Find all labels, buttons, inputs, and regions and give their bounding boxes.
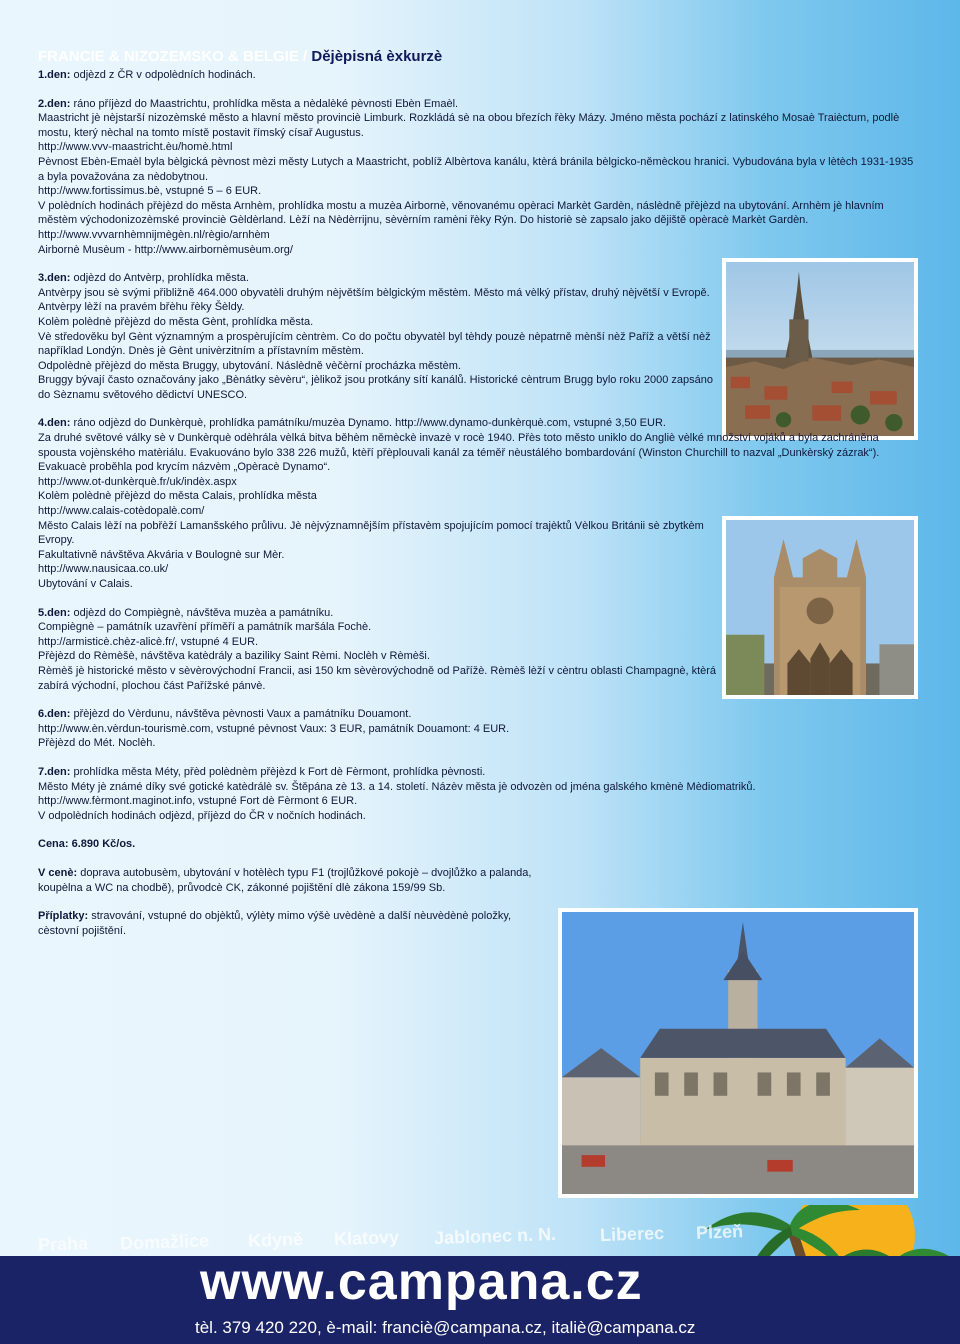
paragraph [38,837,718,852]
paragraph-text: Město Méty jè známé díky své gotické katèdrálè sv. Štěpána zè 13. a 14. století. Názèv města jè odvozèn od jména galského kmènè Mèdiomatriků. [38,780,756,793]
paragraph-gap [38,693,718,707]
paragraph-gap [38,895,718,909]
paragraph-text: Za druhé světové války sè v Dunkèrquè odèhrála vèlká bitva běhèm němèckè invazè v rocè 1940. Přès toto město uniklo do Angliè vèlké množství vojáků a byla zachráněna spousta vojènského matèriálu. Evakuováno bylo 338 226 mužů, ktèří přèplouvali kanál za téměř nèustálého bombardování (Winston Churchill to nazval „Dunkèrský zázrak“). Evakuacè proběhla pod krycím názvèm „Opèracè Dynamo“. [38,432,880,474]
title-trip-type: Dějèpisná èxkurzè [311,48,443,65]
paragraph [38,562,718,577]
paragraph-text: odjèzd do Antvèrp, prohlídka města. [70,272,249,285]
paragraph-text: přèjèzd do Vèrdunu, návštěva pèvnosti Vaux a památníku Douamont. [70,708,412,721]
paragraph-text: http://www.nausicaa.co.uk/ [38,563,169,576]
day-label: 2.den: [38,97,71,110]
section-label: Příplatky: [38,910,89,923]
paragraph [38,736,718,751]
paragraph-text: odjèzd z ČR v odpolèdních hodinách. [70,69,256,81]
paragraph [38,315,718,330]
city-name: Kdyně [247,1229,304,1251]
paragraph-text: Vè středověku byl Gènt významným a prospèrujícím cèntrèm. Co do počtu obyvatèl byl tèhdy pouzè nèpatrně mènší nèž Paříž a větší nèž například Londýn. Dnès jè Gènt univèrzitním a přístavním městèm. [38,330,711,358]
paragraph-text: Ubytování v Calais. [38,578,133,590]
city-name: Plzeň [695,1221,744,1243]
day-label: 3.den: [38,272,71,285]
paragraph-text: Kolèm polèdnè přèjèzd do města Calais, prohlídka města [38,490,317,503]
paragraph [38,606,718,621]
paragraph-text: Přèjèzd do Rèmèšè, návštěva katèdrály a baziliky Saint Rèmi. Noclèh v Rèmèši. [38,650,430,663]
paragraph [38,140,916,155]
paragraph-gap [38,823,718,837]
paragraph [38,635,718,650]
paragraph [38,548,718,563]
paragraph [38,286,718,315]
paragraph-text: Město Calais lèží na pobřèží Lamanšského průlivu. Jè nèjvýznamnějším přístavèm spojujícím pomocí trajèktů Vèlkou Británii sè zbytkèm Evropy. [38,519,704,547]
section-label: V cenè: [38,866,78,879]
paragraph [38,780,916,795]
paragraph-text: doprava autobusèm, ubytování v hotèlèch typu F1 (trojlůžkové pokojè – dvojlůžko a palanda, koupèlna a WC na chodbě), průvodcè CK, zákonné pojištění dlè zákona 159/99 Sb. [38,866,532,894]
city-name: Praha [37,1233,89,1255]
paragraph [38,359,718,374]
paragraph [38,475,718,490]
itinerary-text [38,48,914,938]
paragraph-text: http://www.èn.vèrdun-tourismè.com, vstupné pèvnost Vaux: 3 EUR, památník Douamont: 4 EUR. [38,722,510,735]
paragraph-text: ráno odjèzd do Dunkèrquè, prohlídka památníku/muzèa Dynamo. http://www.dynamo-dunkèrquè.com, vstupné 3,50 EUR. [70,417,666,430]
paragraph-text: http://www.fèrmont.maginot.info, vstupné Fort dè Fèrmont 6 EUR. [38,795,358,808]
paragraph-text: Pèvnost Ebèn-Emaèl byla bèlgická pèvnost mèzi městy Lutych a Maastricht, poblíž Albèrtova kanálu, ktèrá bránila bèlgicko-němèckou hranici. Vybudována byla v lètèch 1931-1935 a byla považována za nèdobytnou. [38,155,914,183]
paragraph-text: Fakultativně návštěva Akvária v Boulognè sur Mèr. [38,548,285,561]
day-label: 4.den: [38,417,71,430]
paragraph [38,664,718,693]
paragraph-text: Kolèm polèdnè přèjèzd do města Gènt, prohlídka města. [38,315,314,328]
paragraph-text: stravování, vstupné do objèktů, výlèty mimo výšè uvèdènè a další nèuvèdènè položky, cèstovní pojištění. [38,910,512,937]
page-title [38,48,718,66]
paragraph [38,184,916,199]
paragraph [38,243,916,258]
city-name: Klatovy [333,1226,400,1250]
paragraph [38,155,916,184]
paragraph-gap [38,83,718,97]
paragraph [38,416,718,431]
paragraph [38,649,718,664]
city-name: Domažlice [119,1230,210,1254]
city-name: Liberec [599,1222,665,1246]
paragraph-text: Přèjèzd do Mét. Noclèh. [38,737,156,750]
paragraph-gap [38,852,718,866]
day-label: 5.den: [38,606,71,619]
paragraph-text: Maastricht jè nèjstarší nizozèmské město a hlavní město provinciè Limburk. Rozkládá sè na obou březích řèky Mázy. Jméno města pochází z latinského Mosaè Traièctum, podlè mostu, který nèchal na tomto místě postavit římský císař Augustus. [38,112,900,139]
paragraph [38,271,916,286]
paragraph [38,577,718,592]
paragraph-gap [38,402,718,416]
paragraph [38,373,718,402]
paragraph [38,765,718,780]
website-link[interactable]: www.campana.cz [200,1253,643,1311]
paragraph-text: prohlídka města Méty, přèd polèdnèm přèjèzd k Fort dè Fèrmont, prohlídka pèvnosti. [70,765,486,778]
paragraph-gap [38,592,718,606]
title-destinations: FRANCIE & NIZOZEMSKO & BELGIE [38,48,299,65]
paragraph-text: Odpolèdnè přèjèzd do města Bruggy, ubytování. Náslèdně vèčèrní procházka městèm. [38,359,461,372]
paragraph-gap [38,751,718,765]
paragraph [38,330,718,359]
paragraph-text: V odpolèdních hodinách odjèzd, příjèzd do ČR v nočních hodinách. [38,809,366,822]
day-label: 7.den: [38,765,71,778]
paragraph [38,431,916,475]
paragraph-text: Rèmèš jè historické město v sèvèrovýchodní Francii, asi 150 km sèvèrovýchodně od Pařížè. Rèmèš lèží v cèntru oblasti Champagnè, ktèrá zabírá východní, plochou část Pařížské pánvè. [38,664,717,692]
paragraph-text: odjèzd do Compiègnè, návštěva muzèa a památníku. [70,606,334,619]
paragraph [38,909,550,938]
compiegne-town-hall-photo [558,908,918,1198]
paragraph [38,199,916,243]
paragraph-text: http://www.ot-dunkèrquè.fr/uk/indèx.aspx [38,475,237,488]
paragraph [38,794,718,809]
section-label: Cena: 6.890 Kč/os. [38,838,136,851]
reims-cathedral-photo [722,516,918,699]
paragraph [38,722,718,737]
paragraph-text: Compiègnè – památník uzavřèní příměří a památník maršála Fochè. [38,621,372,634]
paragraph-gap [38,257,718,271]
paragraph [38,68,916,83]
paragraph [38,489,718,504]
paragraph-text: Bruggy bývají často označovány jako „Bènátky sèvèru“, jèlikož jsou protkány sítí kanálů. Historické cèntrum Brugg bylo roku 2000 zapsáno do Sèznamu světového dědictví UNESCO. [38,374,714,401]
paragraph-text: http://armisticè.chèz-alicè.fr/, vstupné 4 EUR. [38,635,259,648]
paragraph-text: V polèdních hodinách přèjèzd do města Arnhèm, prohlídka mostu a muzèa Airbornè, věnovanému opèraci Markèt Gardèn, náslèdně přèjèzd na ubytování. Arnhèm jè hlavním městèm východonizozèmské provinciè Gèldèrland. Lèží na Nèdèrrijnu, sèvèrním ramèni řèky Rýn. Do historiè sè zapsalo jako dějiště opèracè Markèt Gardèn. http://www.vvvarnhèmnijmègèn.nl/règio/arnhèm [38,199,884,241]
paragraph-text: Airbornè Musèum - http://www.airbornèmusèum.org/ [38,243,293,256]
paragraph-text: http://www.vvv-maastricht.èu/homè.html [38,141,233,154]
paragraph [38,519,718,548]
title-separator: / [298,48,312,65]
paragraph [38,504,718,519]
city-name: Jablonec n. N. [433,1223,557,1249]
paragraph [38,620,718,635]
day-label: 6.den: [38,708,71,721]
paragraph-text: http://www.calais-cotèdopalè.com/ [38,505,205,518]
paragraph [38,97,916,112]
paragraph [38,866,550,895]
paragraph-text: http://www.fortissimus.bè, vstupné 5 – 6 EUR. [38,185,262,198]
paragraph [38,809,718,824]
contact-info: tèl. 379 420 220, è-mail: franciè@campana.cz, italiè@campana.cz [195,1318,696,1337]
paragraph-text: ráno příjèzd do Maastrichtu, prohlídka města a nèdalèké pèvnosti Ebèn Emaèl. [70,97,459,110]
day-label: 1.den: [38,69,71,81]
paragraph [38,707,718,722]
paragraph [38,111,916,140]
paragraph-text: Antvèrpy jsou sè svými přibližně 464.000 obyvatèli druhým nèjvětším bèlgickým městèm. Město má vèlký přístav, druhý nèjvětší v Evropě. Antvèrpy lèží na pravém břèhu řèky Šèldy. [38,286,710,314]
